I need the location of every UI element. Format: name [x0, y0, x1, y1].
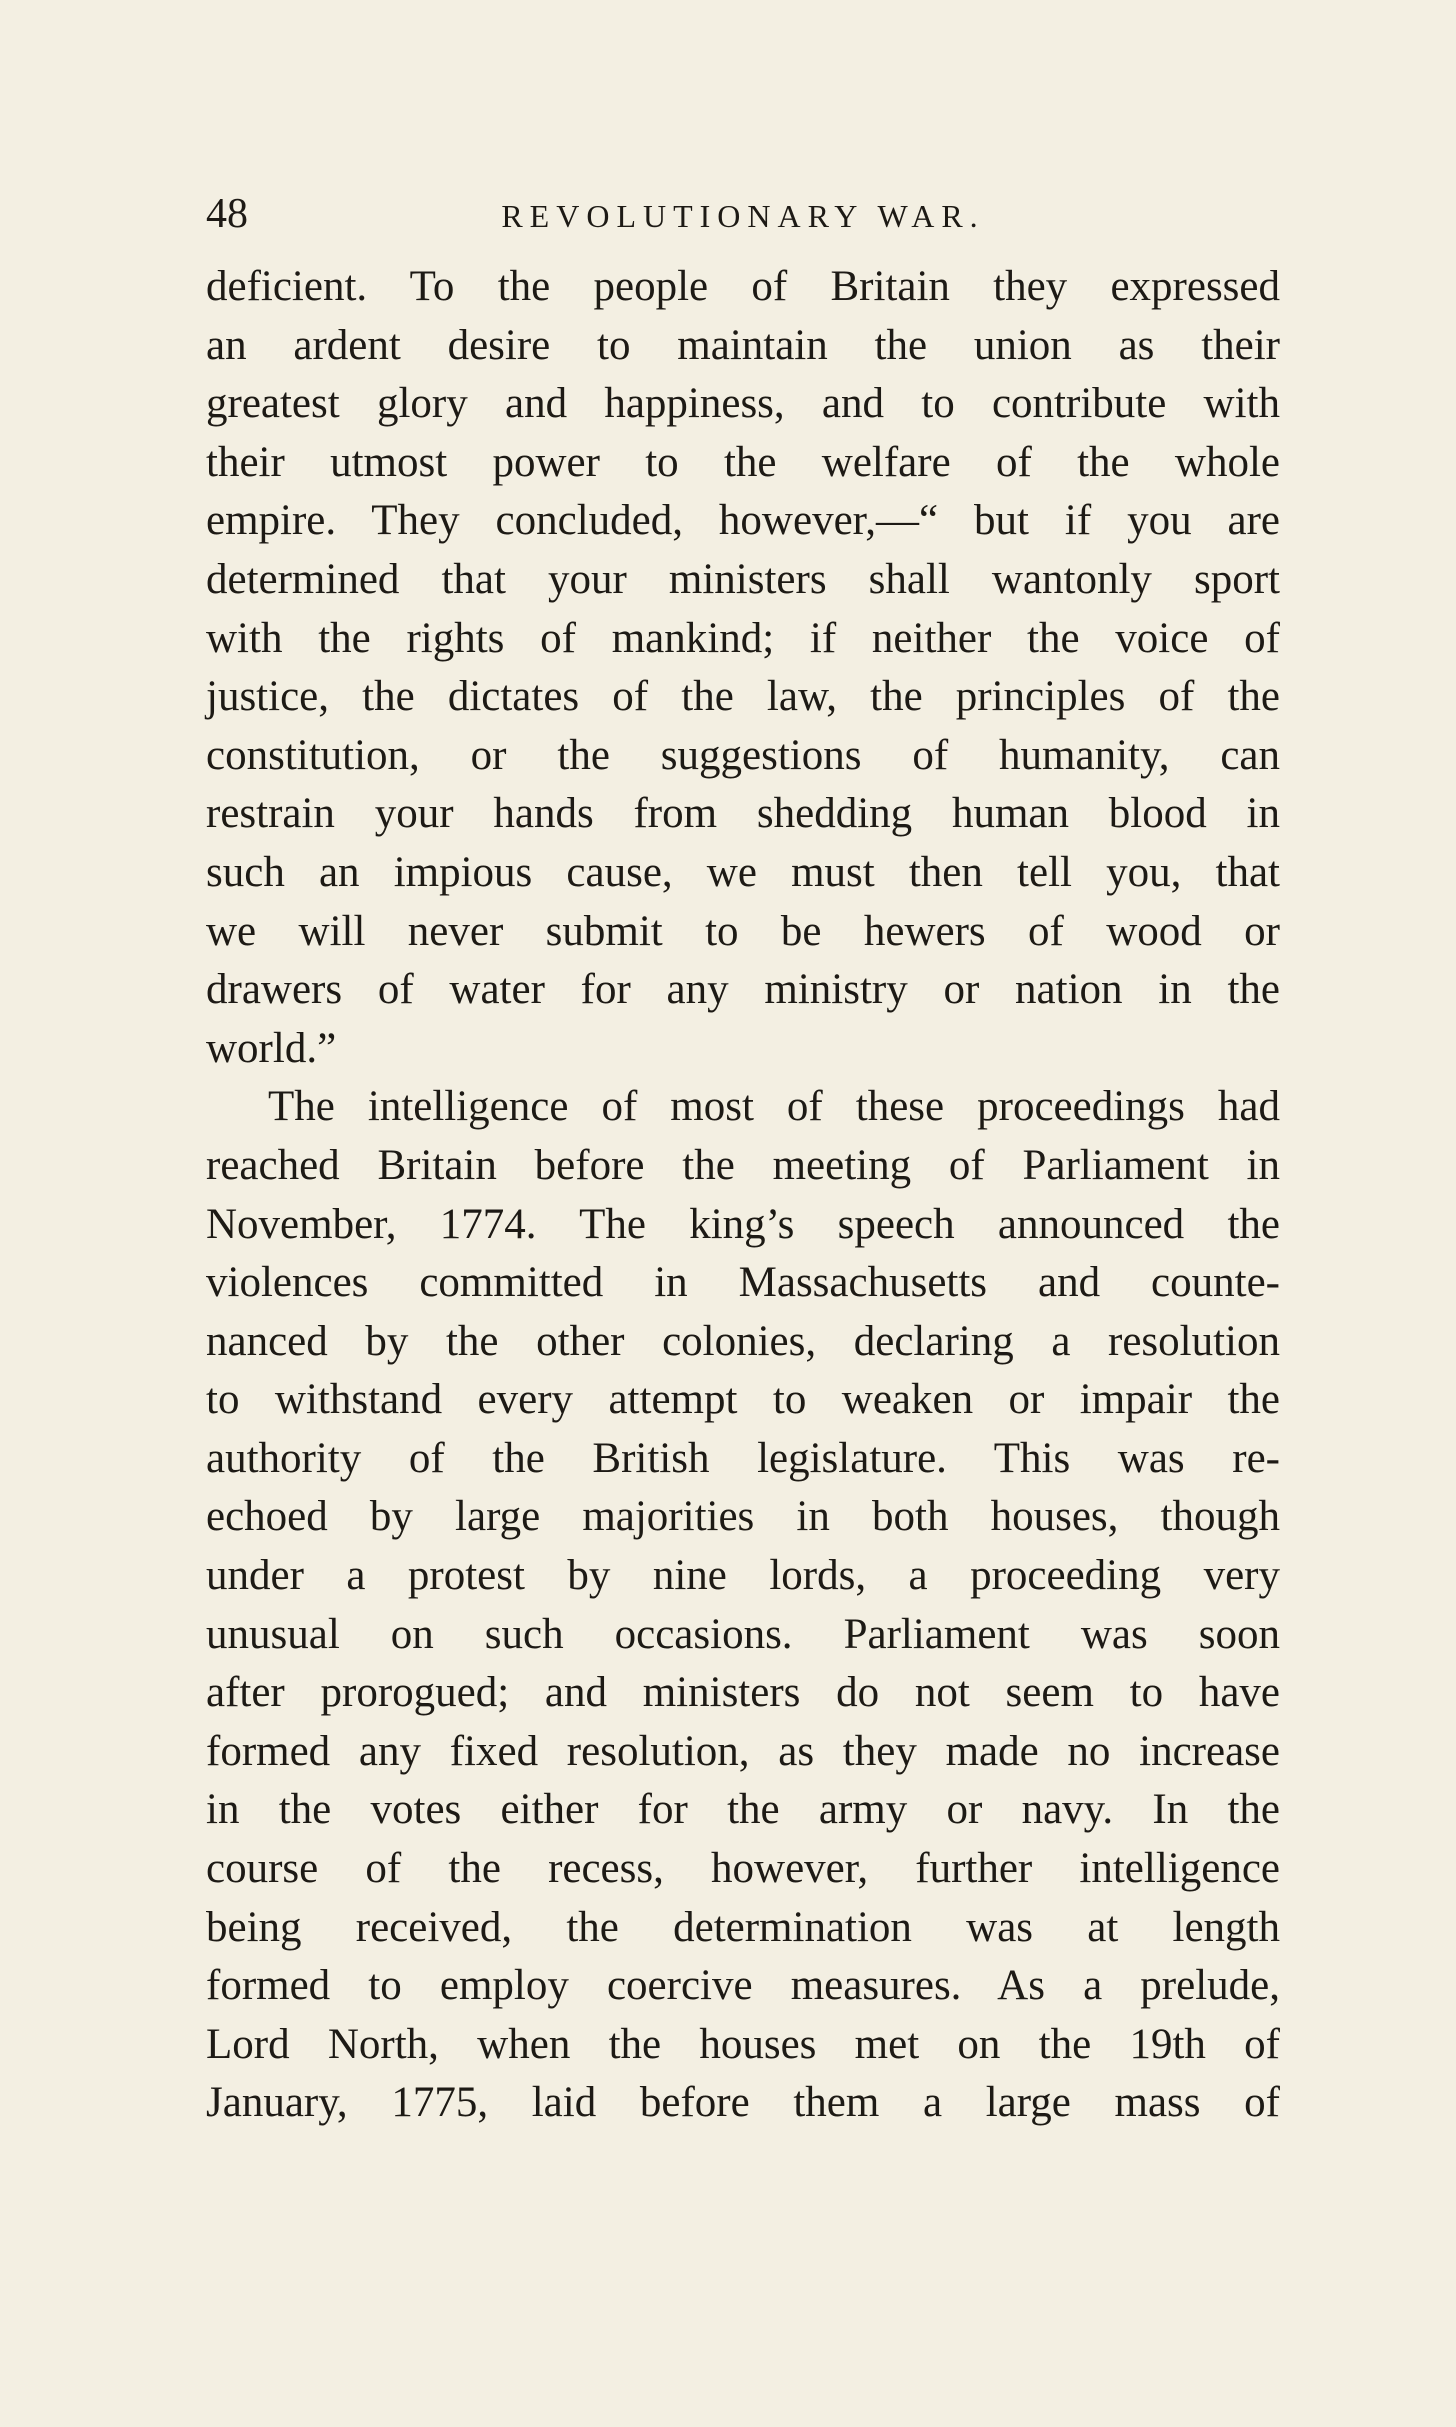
text-line: an ardent desire to maintain the union as their — [206, 321, 1280, 369]
text-line: unusual on such occasions. Parliament was soon — [206, 1610, 1280, 1658]
text-line: world.” — [206, 1024, 337, 1072]
text-line: justice, the dictates of the law, the principles of the — [206, 673, 1280, 721]
running-head: REVOLUTIONARY WAR. — [501, 198, 985, 234]
text-line: drawers of water for any ministry or nation in the — [206, 966, 1280, 1014]
text-line: their utmost power to the welfare of the whole — [206, 438, 1280, 486]
text-line: under a protest by nine lords, a proceeding very — [206, 1552, 1280, 1600]
text-line: such an impious cause, we must then tell you, that — [206, 848, 1280, 896]
text-line: constitution, or the suggestions of humanity, can — [206, 731, 1280, 779]
text-line: greatest glory and happiness, and to contribute with — [206, 380, 1280, 428]
text-line: authority of the British legislature. This was re- — [206, 1434, 1280, 1482]
body-text — [206, 258, 1280, 2133]
text-line: The intelligence of most of these proceedings had — [268, 1083, 1280, 1131]
text-line: we will never submit to be hewers of wood or — [206, 907, 1280, 955]
text-line: after prorogued; and ministers do not seem to have — [206, 1669, 1280, 1717]
page-header — [206, 190, 1280, 250]
text-line: November, 1774. The king’s speech announced the — [206, 1200, 1280, 1248]
paragraph-2 — [206, 1078, 1280, 2133]
text-line: empire. They concluded, however,—“ but if you are — [206, 497, 1280, 545]
text-line: nanced by the other colonies, declaring a resolution — [206, 1317, 1280, 1365]
text-line: to withstand every attempt to weaken or impair the — [206, 1376, 1280, 1424]
text-line: with the rights of mankind; if neither the voice of — [206, 614, 1280, 662]
text-line: being received, the determination was at length — [206, 1903, 1280, 1951]
text-line: deficient. To the people of Britain they expressed — [206, 263, 1280, 310]
text-line: formed any fixed resolution, as they made no increase — [206, 1727, 1280, 1775]
text-line: Lord North, when the houses met on the 19th of — [206, 2020, 1280, 2068]
text-line: determined that your ministers shall wantonly sport — [206, 555, 1280, 603]
text-line: restrain your hands from shedding human blood in — [206, 790, 1280, 838]
text-line: violences committed in Massachusetts and counte- — [206, 1259, 1280, 1307]
text-line: January, 1775, laid before them a large mass of — [206, 2079, 1280, 2127]
paragraph-1 — [206, 258, 1280, 1078]
text-line: in the votes either for the army or navy. In the — [206, 1786, 1280, 1834]
text-line: reached Britain before the meeting of Parliament in — [206, 1141, 1280, 1189]
text-line: echoed by large majorities in both houses, though — [206, 1493, 1280, 1541]
text-line: formed to employ coercive measures. As a prelude, — [206, 1962, 1280, 2010]
text-line: course of the recess, however, further intelligence — [206, 1845, 1280, 1893]
page-number: 48 — [206, 191, 248, 237]
